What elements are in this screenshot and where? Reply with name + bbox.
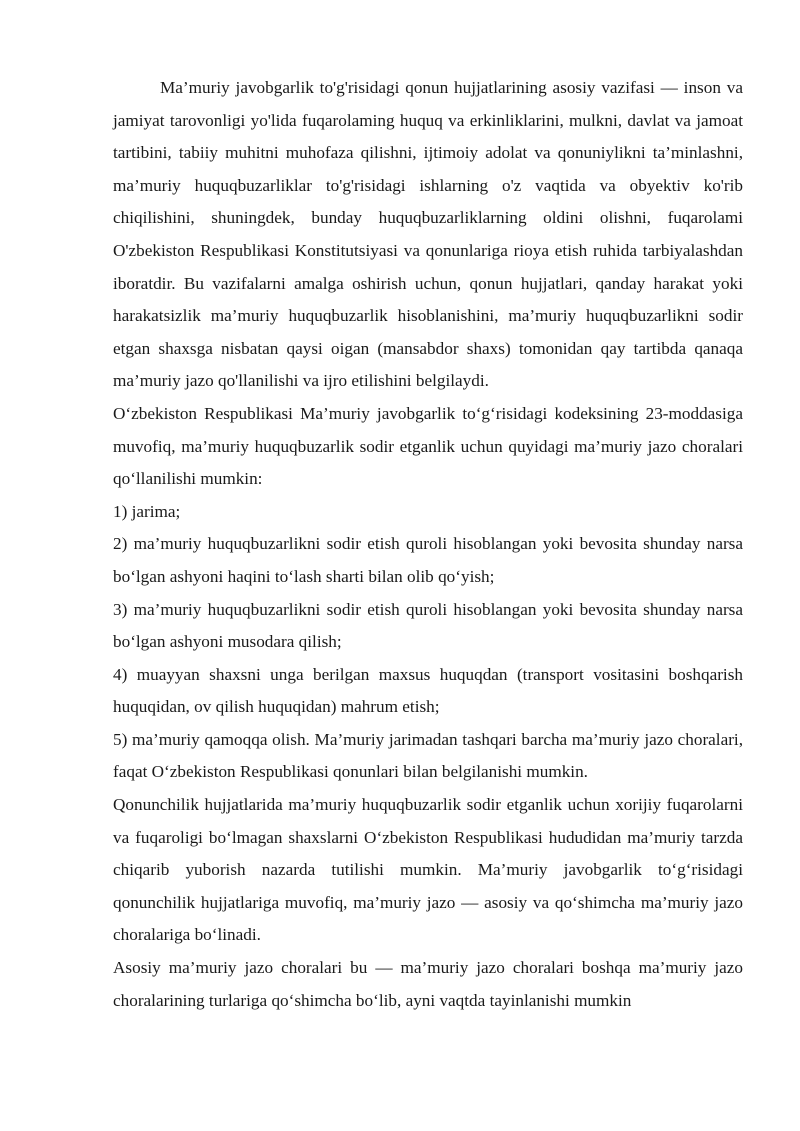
list-item-confiscation: 3) ma’muriy huquqbuzarlikni sodir etish quroli hisoblangan yoki bevosita shunday narsa bo‘lgan ashyoni musodara qilish; <box>113 599 743 652</box>
paragraph-intro: Ma’muriy javobgarlik to'g'risidagi qonun hujjatlarining asosiy vazifasi — inson va jamiyat tarovonligi yo'lida fuqarolaming huquq va erkinliklarini, mulkni, davlat va jamoat tartibini, tabiiy muhitni muhofaza qilishni, ijtimoiy adolat va qonuniylikni ta’minlashni, ma’muriy huquqbuzarliklar to'g'risidagi ishlarning o'z vaqtida va obyektiv ko'rib chiqilishini, shuningdek, bunday huquqbuzarliklarning oldini olishni, fuqarolami O'zbekiston Respublikasi Konstitutsiyasi va qonunlariga rioya etish ruhida tarbiyalashdan iboratdir. Bu vazifalarni amalga oshirish uchun, qonun hujjatlari, qanday harakat yoki harakatsizlik ma’muriy huquqbuzarlik hisoblanishini, ma’muriy huquqbuzarlikni sodir etgan shaxsga nisbatan qaysi oigan (mansabdor shaxs) tomonidan qay tartibda qanaqa ma’muriy jazo qo'llanilishi va ijro etilishini belgilaydi. <box>113 78 743 391</box>
paragraph-expulsion: Qonunchilik hujjatlarida ma’muriy huquqbuzarlik sodir etganlik uchun xorijiy fuqarolarni va fuqaroligi bo‘lmagan shaxslarni O‘zbekiston Respublikasi hududidan ma’muriy tarzda chiqarib yuborish nazarda tutilishi mumkin. Ma’muriy javobgarlik to‘g‘risidagi qonunchilik hujjatlariga muvofiq, ma’muriy jazo — asosiy va qo‘shimcha ma’muriy jazo choralariga bo‘linadi. <box>113 795 743 945</box>
list-item-paid-confiscation: 2) ma’muriy huquqbuzarlikni sodir etish quroli hisoblangan yoki bevosita shunday narsa bo‘lgan ashyoni haqini to‘lash sharti bilan olib qo‘yish; <box>113 534 743 586</box>
list-item-fine: 1) jarima; <box>113 501 181 521</box>
paragraph-code-article: O‘zbekiston Respublikasi Ma’muriy javobgarlik to‘g‘risidagi kodeksining 23-moddasiga muvofiq, ma’muriy huquqbuzarlik sodir etganlik uchun quyidagi ma’muriy jazo choralari qo‘llanilishi mumkin: <box>113 403 743 489</box>
list-item-deprivation-of-right: 4) muayyan shaxsni unga berilgan maxsus huquqdan (transport vositasini boshqarish huquqidan, ov qilish huquqidan) mahrum etish; <box>113 664 743 717</box>
document-page <box>113 72 743 1017</box>
list-item-administrative-arrest: 5) ma’muriy qamoqqa olish. Ma’muriy jarimadan tashqari barcha ma’muriy jazo choralari, faqat O‘zbekiston Respublikasi qonunlari bilan belgilanishi mumkin. <box>113 729 743 782</box>
paragraph-main-measures: Asosiy ma’muriy jazo choralari bu — ma’muriy jazo choralari boshqa ma’muriy jazo choralarining turlariga qo‘shimcha bo‘lib, ayni vaqtda tayinlanishi mumkin <box>113 958 743 1010</box>
